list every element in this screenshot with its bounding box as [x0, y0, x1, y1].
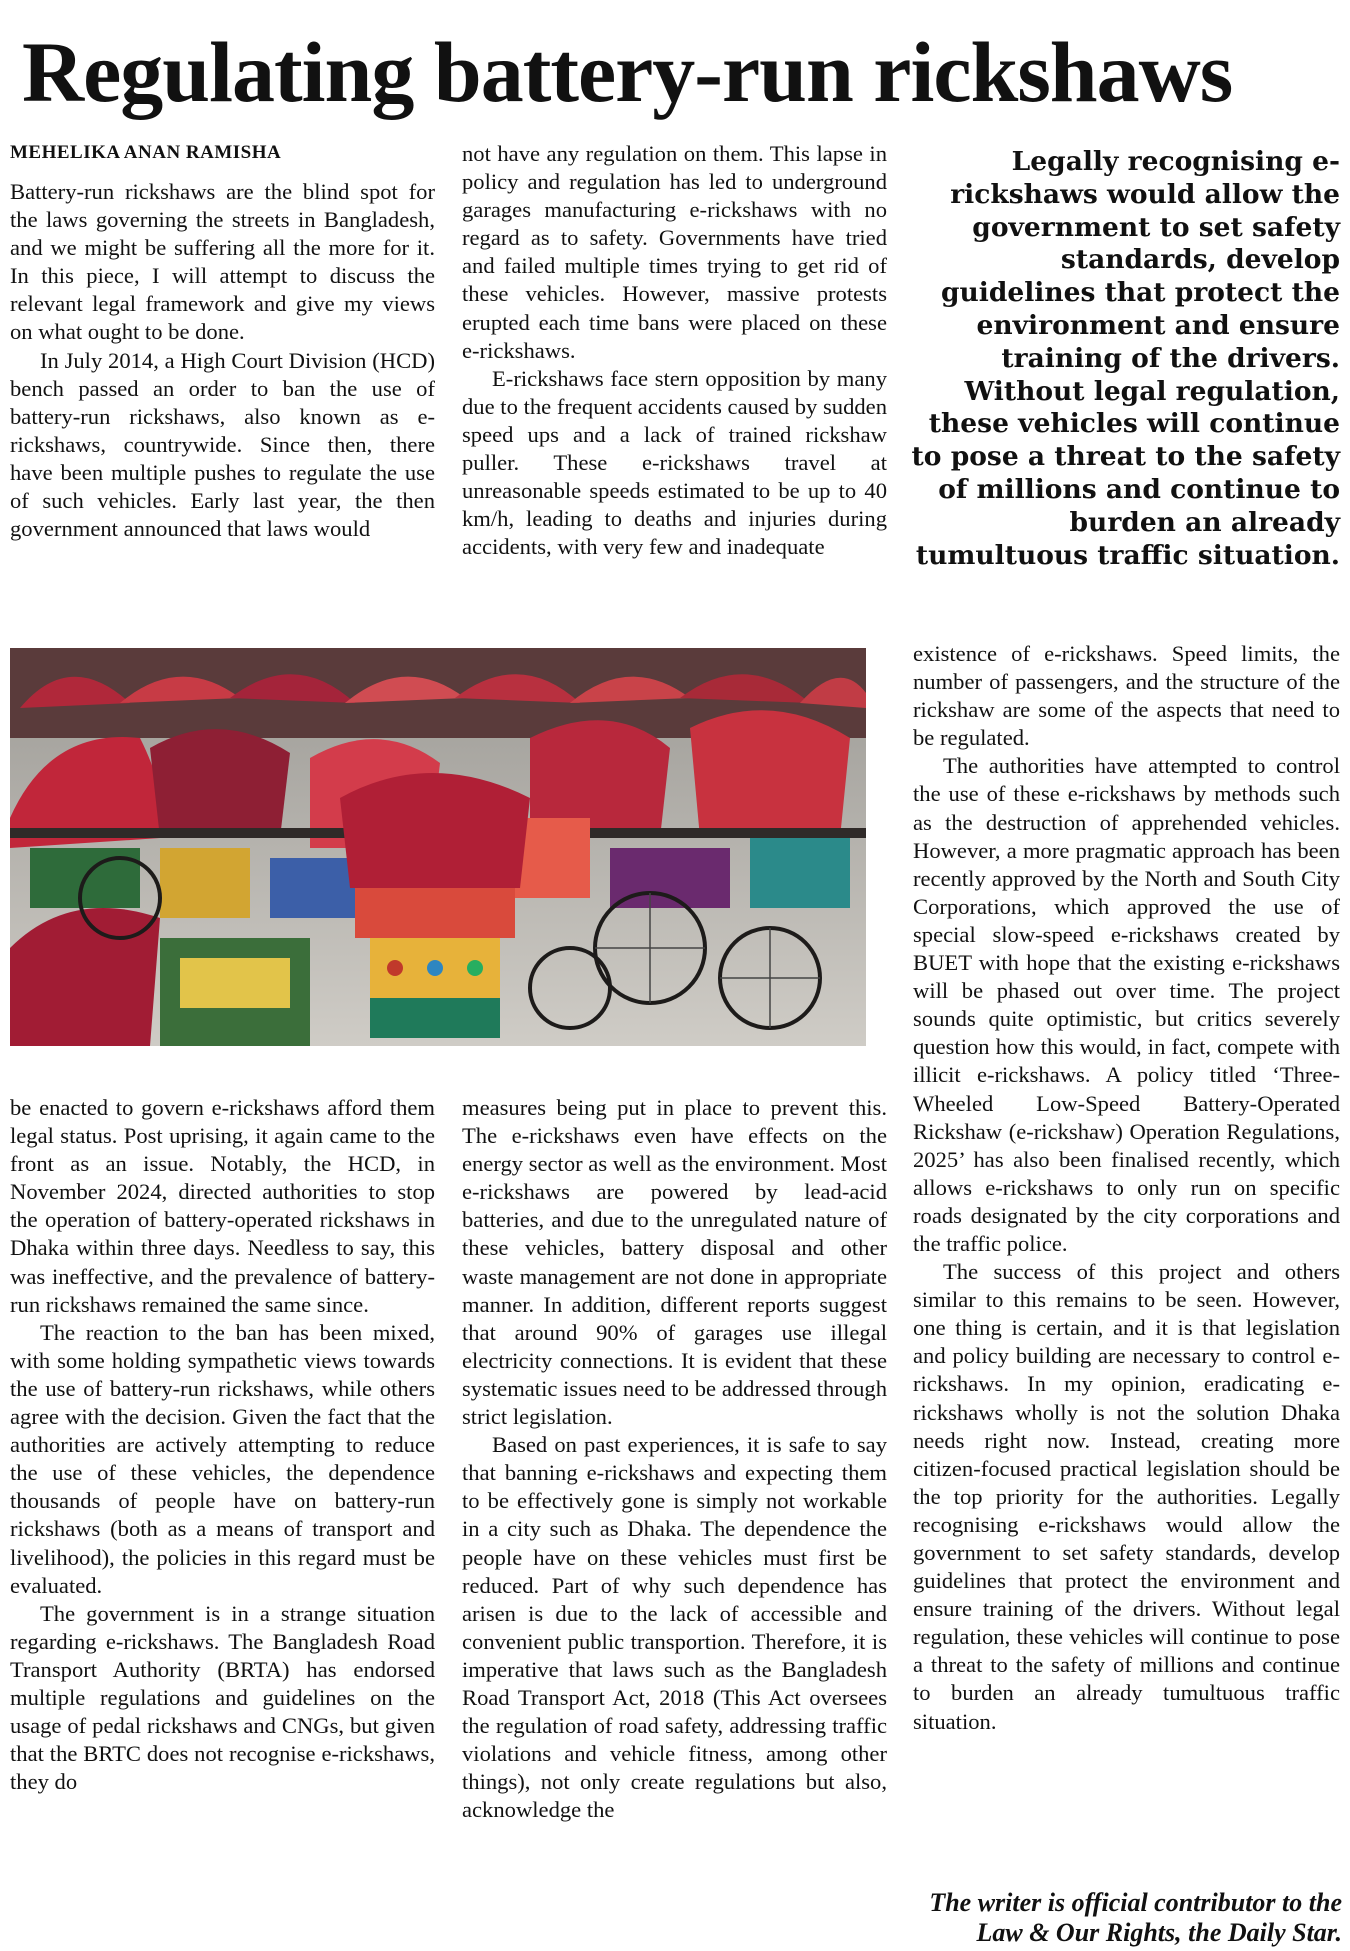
pull-quote: Legally recognising e-rickshaws would allow the government to set safety standards, develop guidelines that protect the environment and ensure training of the drivers. Without legal regulation, these vehicles will continue to pose a threat to the safety of millions and continue to burden an already tumultuous traffic situation. — [911, 146, 1340, 571]
paragraph: The success of this project and others similar to this remains to be seen. However, one thing is certain, and it is that legislation and policy building are necessary to control e-rickshaws. In my opinion, eradicating e-rickshaws wholly is not the solution Dhaka needs right now. Instead, creating more citizen-focused practical legislation should be the top priority for the authorities. Legally recognising e-rickshaws would allow the government to set safety standards, develop guidelines that protect the environment and ensure training of the drivers. Without legal regulation, these vehicles will continue to pose a threat to the safety of millions and continue to burden an already tumultuous traffic situation. — [913, 1259, 1340, 1734]
paragraph: The government is in a strange situation regarding e-rickshaws. The Bangladesh Road Transport Authority (BRTA) has endorsed multiple regulations and guidelines on the usage of pedal rickshaws and CNGs, but given that the BRTC does not recognise e-rickshaws, they do — [10, 1600, 435, 1795]
paragraph: be enacted to govern e-rickshaws afford them legal status. Post uprising, it again came to the front as an issue. Notably, the HCD, in November 2024, directed authorities to stop the operation of battery-operated rickshaws in Dhaka within three days. Needless to say, this was ineffective, and the prevalence of battery-run rickshaws remained the same since. — [10, 1095, 435, 1317]
column-3 — [913, 640, 1340, 1878]
paragraph: measures being put in place to prevent this. The e-rickshaws even have effects on the energy sector as well as the environment. Most e-rickshaws are powered by lead-acid batteries, and due to the unregulated nature of these vehicles, battery disposal and other waste management are not done in appropriate manner. In addition, different reports suggest that around 90% of garages use illegal electricity connections. It is evident that these systematic issues need to be addressed through strict legislation. — [462, 1095, 887, 1430]
byline: MEHELIKA ANAN RAMISHA — [10, 142, 282, 163]
paragraph: Based on past experiences, it is safe to say that banning e-rickshaws and expecting them to be effectively gone is simply not workable in a city such as Dhaka. The dependence the people have on these vehicles must first be reduced. Part of why such dependence has arisen is due to the lack of accessible and convenient public transportion. Therefore, it is imperative that laws such as the Bangladesh Road Transport Act, 2018 (This Act oversees the regulation of road safety, addressing traffic violations and vehicle fitness, among other things), not only create regulations but also, acknowledge the — [462, 1432, 887, 1823]
paragraph: not have any regulation on them. This lapse in policy and regulation has led to underground garages manufacturing e-rickshaws with no regard as to safety. Governments have tried and failed multiple times trying to get rid of these vehicles. However, massive protests erupted each time bans were placed on these e-rickshaws. — [462, 141, 887, 363]
column-1-top — [10, 178, 435, 618]
paragraph: existence of e-rickshaws. Speed limits, the number of passengers, and the structure of the rickshaw are some of the aspects that need to be regulated. — [913, 641, 1340, 751]
author-note: The writer is official contributor to the Law & Our Rights, the Daily Star. — [929, 1888, 1342, 1947]
column-2-top — [462, 140, 887, 618]
column-2-bottom — [462, 1094, 887, 1940]
paragraph: In July 2014, a High Court Division (HCD) bench passed an order to ban the use of battery-run rickshaws, also known as e-rickshaws, countrywide. Since then, there have been multiple pushes to regulate the use of such vehicles. Early last year, the then government announced that laws would — [10, 347, 435, 542]
paragraph: The authorities have attempted to control the use of these e-rickshaws by methods such as the destruction of apprehended vehicles. However, a more pragmatic approach has been recently approved by the North and South City Corporations, which approved the use of special slow-speed e-rickshaws created by BUET with hope that the existing e-rickshaws will be phased out over time. The project sounds quite optimistic, but critics severely question how this would, in fact, compete with illicit e-rickshaws. A policy titled ‘Three-Wheeled Low-Speed Battery-Operated Rickshaw (e-rickshaw) Operation Regulations, 2025’ has also been finalised recently, which allows e-rickshaws to only run on specific roads designated by the city corporations and the traffic police. — [913, 753, 1340, 1256]
paragraph: E-rickshaws face stern opposition by many due to the frequent accidents caused by sudden speed ups and a lack of trained rickshaw puller. These e-rickshaws travel at unreasonable speeds estimated to be up to 40 km/h, leading to deaths and injuries during accidents, with very few and inadequate — [462, 365, 887, 560]
paragraph: The reaction to the ban has been mixed, with some holding sympathetic views towards the use of battery-run rickshaws, while others agree with the decision. Given the fact that the authorities are actively attempting to reduce the use of these vehicles, the dependence thousands of people have on battery-run rickshaws (both as a means of transport and livelihood), the policies in this regard must be evaluated. — [10, 1319, 435, 1598]
headline: Regulating battery-run rickshaws — [22, 24, 1233, 120]
paragraph: Battery-run rickshaws are the blind spot for the laws governing the streets in Bangladesh, and we might be suffering all the more for it. In this piece, I will attempt to discuss the relevant legal framework and give my views on what ought to be done. — [10, 179, 435, 345]
column-1-bottom — [10, 1094, 435, 1940]
rickshaw-photo — [10, 648, 866, 1046]
